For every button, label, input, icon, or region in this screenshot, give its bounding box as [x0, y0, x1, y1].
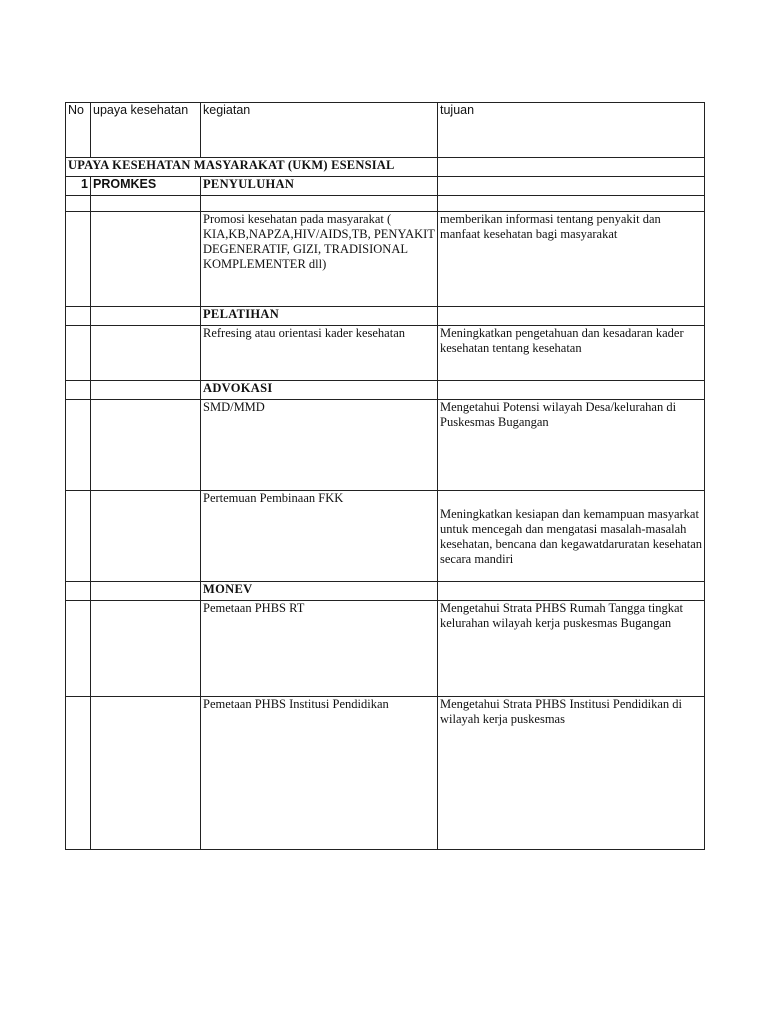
empty-cell: [66, 307, 91, 326]
empty-cell: [91, 697, 201, 850]
activity-tujuan: Meningkatkan kesiapan dan kemampuan masyarkat untuk mencegah dan mengatasi masalah-masalah kesehatan, bencana dan kegawatdaruratan kesehatan secara mandiri: [440, 507, 703, 566]
section-title: UPAYA KESEHATAN MASYARAKAT (UKM) ESENSIAL: [66, 158, 438, 177]
empty-cell: [66, 326, 91, 381]
header-kegiatan: kegiatan: [201, 103, 438, 158]
group-title-advokasi: ADVOKASI: [201, 381, 438, 400]
empty-cell: [66, 400, 91, 491]
group-row: [66, 381, 705, 400]
empty-cell: [438, 177, 705, 196]
group-title-pelatihan: PELATIHAN: [201, 307, 438, 326]
activity-tujuan: Mengetahui Strata PHBS Rumah Tangga tingkat kelurahan wilayah kerja puskesmas Bugangan: [438, 601, 705, 697]
empty-cell: [201, 196, 438, 212]
activity-tujuan: memberikan informasi tentang penyakit dan manfaat kesehatan bagi masyarakat: [438, 212, 705, 307]
group-title-penyuluhan: PENYULUHAN: [201, 177, 438, 196]
empty-cell: [91, 326, 201, 381]
program-name: PROMKES: [91, 177, 201, 196]
activity-kegiatan: Pertemuan Pembinaan FKK: [201, 491, 438, 582]
empty-cell: [66, 582, 91, 601]
activity-row: [66, 400, 705, 491]
group-row: [66, 582, 705, 601]
section-row: [66, 158, 705, 177]
empty-cell: [66, 196, 91, 212]
empty-cell: [91, 582, 201, 601]
empty-cell: [66, 381, 91, 400]
empty-cell: [91, 601, 201, 697]
header-no: No: [66, 103, 91, 158]
header-tujuan: tujuan: [438, 103, 705, 158]
empty-cell: [438, 381, 705, 400]
empty-cell: [91, 196, 201, 212]
program-number: 1: [66, 177, 91, 196]
blank-row: [66, 196, 705, 212]
activity-tujuan: Mengetahui Potensi wilayah Desa/kelurahan di Puskesmas Bugangan: [438, 400, 705, 491]
activity-kegiatan: Promosi kesehatan pada masyarakat ( KIA,KB,NAPZA,HIV/AIDS,TB, PENYAKIT DEGENERATIF, GIZI, TRADISIONAL KOMPLEMENTER dll): [201, 212, 438, 307]
empty-cell: [66, 212, 91, 307]
activity-tujuan-cell: [438, 491, 705, 582]
empty-cell: [438, 196, 705, 212]
activity-kegiatan: Pemetaan PHBS RT: [201, 601, 438, 697]
activity-kegiatan: Refresing atau orientasi kader kesehatan: [201, 326, 438, 381]
empty-cell: [66, 697, 91, 850]
activity-row: [66, 326, 705, 381]
group-title-monev: MONEV: [201, 582, 438, 601]
empty-cell: [438, 582, 705, 601]
activity-table: [65, 102, 705, 850]
activity-row: [66, 601, 705, 697]
empty-cell: [91, 307, 201, 326]
activity-row: [66, 212, 705, 307]
empty-cell: [91, 400, 201, 491]
activity-tujuan: Mengetahui Strata PHBS Institusi Pendidikan di wilayah kerja puskesmas: [438, 697, 705, 850]
activity-kegiatan: SMD/MMD: [201, 400, 438, 491]
empty-cell: [438, 307, 705, 326]
empty-cell: [66, 601, 91, 697]
empty-cell: [438, 158, 705, 177]
activity-kegiatan: Pemetaan PHBS Institusi Pendidikan: [201, 697, 438, 850]
header-upaya-kesehatan: upaya kesehatan: [91, 103, 201, 158]
group-row: [66, 307, 705, 326]
table-header-row: [66, 103, 705, 158]
activity-row: [66, 697, 705, 850]
empty-cell: [91, 491, 201, 582]
empty-cell: [91, 212, 201, 307]
program-row: [66, 177, 705, 196]
empty-cell: [91, 381, 201, 400]
empty-cell: [66, 491, 91, 582]
activity-row: [66, 491, 705, 582]
activity-tujuan: Meningkatkan pengetahuan dan kesadaran kader kesehatan tentang kesehatan: [438, 326, 705, 381]
